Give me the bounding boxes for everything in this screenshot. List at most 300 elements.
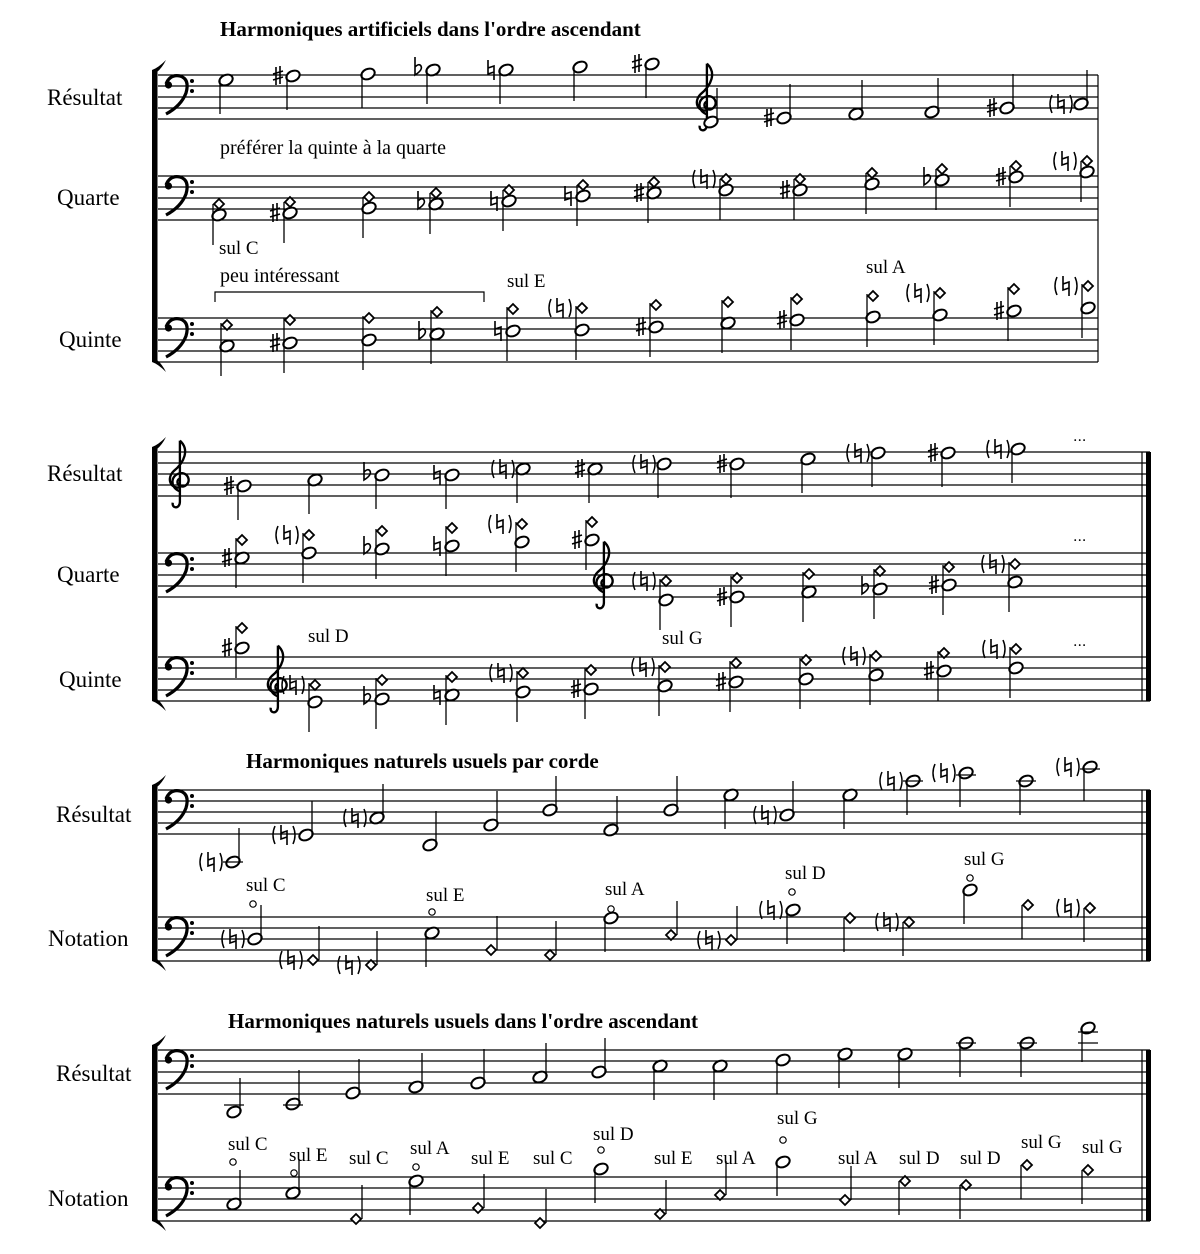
paren xyxy=(847,444,869,462)
notehead-harmonic xyxy=(1009,284,1019,294)
note xyxy=(937,164,947,174)
notehead-harmonic xyxy=(364,192,374,202)
glyph xyxy=(364,536,370,554)
harmonic-circle-icon xyxy=(598,1147,604,1153)
bracketed-natural-icon xyxy=(1057,758,1079,776)
natural-accidental-icon xyxy=(888,771,894,791)
notehead-harmonic xyxy=(1022,1160,1032,1170)
glyph xyxy=(995,439,1001,459)
note xyxy=(660,662,670,672)
note xyxy=(1082,1165,1093,1204)
glyph xyxy=(572,530,582,549)
paren xyxy=(880,772,902,790)
flat-accidental-icon xyxy=(415,57,421,75)
note xyxy=(431,188,441,198)
note xyxy=(364,192,374,202)
note xyxy=(298,801,315,842)
title-natural-harmonics-by-string: Harmoniques naturels usuels par corde xyxy=(246,749,599,773)
staff-label-result: Résultat xyxy=(47,85,123,110)
notehead-harmonic xyxy=(845,913,855,923)
note xyxy=(871,651,881,661)
note xyxy=(545,921,556,960)
paren xyxy=(280,951,302,969)
bracketed-natural-icon xyxy=(200,853,222,871)
notehead-harmonic xyxy=(1023,900,1033,910)
note xyxy=(649,177,659,187)
note xyxy=(897,1047,914,1088)
note xyxy=(425,63,442,104)
sharp-accidental-icon xyxy=(780,180,790,199)
natural-accidental-icon xyxy=(288,950,294,970)
clef-dot xyxy=(190,661,194,665)
note xyxy=(1018,774,1035,815)
notehead-harmonic xyxy=(431,188,441,198)
clef-dot xyxy=(190,671,194,675)
bracketed-natural-icon xyxy=(549,299,571,317)
glyph xyxy=(281,825,287,845)
natural-accidental-icon xyxy=(434,685,440,705)
note xyxy=(447,523,457,533)
note xyxy=(899,1176,910,1215)
bracketed-natural-icon xyxy=(1057,899,1079,917)
flat-accidental-icon xyxy=(364,462,370,480)
bracket-bar xyxy=(152,447,157,701)
note xyxy=(578,180,588,190)
glyph xyxy=(500,459,506,479)
notehead-harmonic xyxy=(508,304,518,314)
glyph xyxy=(777,310,787,329)
treble-clef-icon xyxy=(268,646,287,713)
notehead-harmonic xyxy=(447,672,457,682)
bracketed-natural-icon xyxy=(987,440,1009,458)
natural-accidental-icon xyxy=(281,825,287,845)
bracketed-natural-icon xyxy=(280,951,302,969)
glyph xyxy=(418,191,424,209)
note xyxy=(785,903,802,944)
staff xyxy=(158,790,1150,834)
note xyxy=(1011,644,1021,654)
title-artificial-harmonics: Harmoniques artificiels dans l'ordre ascendant xyxy=(220,17,641,41)
sharp-accidental-icon xyxy=(929,575,939,594)
note xyxy=(962,883,979,924)
note xyxy=(515,462,532,503)
sharp-accidental-icon xyxy=(572,530,582,549)
paren xyxy=(632,658,654,676)
glyph xyxy=(488,60,494,80)
paren xyxy=(1057,899,1079,917)
note xyxy=(572,60,589,101)
flat-accidental-icon xyxy=(862,576,868,594)
notehead-harmonic xyxy=(351,1214,361,1224)
flat-accidental-icon xyxy=(418,191,424,209)
glyph xyxy=(571,679,581,698)
natural-accidental-icon xyxy=(284,525,290,545)
clef-dot xyxy=(190,180,194,184)
thick-bar xyxy=(1146,452,1151,701)
note xyxy=(663,776,680,817)
natural-accidental-icon xyxy=(915,283,921,303)
natural-accidental-icon xyxy=(855,443,861,463)
note xyxy=(236,479,253,520)
note xyxy=(591,1038,608,1079)
string-marking-sul-c: sul C xyxy=(246,875,286,896)
notehead-harmonic xyxy=(214,199,224,209)
notehead-harmonic xyxy=(304,530,314,540)
natural-accidental-icon xyxy=(884,912,890,932)
bracketed-natural-icon xyxy=(693,170,715,188)
glyph xyxy=(575,459,585,478)
paren xyxy=(983,640,1005,658)
notehead-harmonic xyxy=(285,315,295,325)
note xyxy=(844,913,855,952)
paren xyxy=(273,826,295,844)
clef-dot xyxy=(190,332,194,336)
note xyxy=(1083,281,1093,291)
note xyxy=(237,623,247,633)
natural-accidental-icon xyxy=(208,852,214,872)
notehead-harmonic xyxy=(868,291,878,301)
glyph xyxy=(851,646,857,666)
paren xyxy=(276,526,298,544)
notehead-harmonic xyxy=(310,680,320,690)
note xyxy=(408,1053,425,1094)
bracketed-natural-icon xyxy=(880,772,902,790)
string-marking: sul G xyxy=(1021,1132,1062,1153)
note xyxy=(285,315,295,325)
sharp-accidental-icon xyxy=(634,183,644,202)
notehead-harmonic xyxy=(804,569,814,579)
note xyxy=(1073,70,1090,111)
note xyxy=(1011,161,1021,171)
bracket-bar xyxy=(152,1045,157,1221)
glyph xyxy=(364,462,370,480)
note xyxy=(958,1036,975,1077)
note xyxy=(905,774,922,815)
paren xyxy=(200,853,222,871)
string-marking: sul D xyxy=(899,1148,940,1169)
treble-clef-icon xyxy=(594,542,613,609)
note xyxy=(656,457,673,498)
note xyxy=(603,911,620,952)
bracketed-natural-icon xyxy=(698,931,720,949)
glyph xyxy=(1063,276,1069,296)
note xyxy=(285,69,302,110)
glyph xyxy=(1065,898,1071,918)
continuation-ellipsis: ... xyxy=(1073,634,1087,650)
note xyxy=(729,457,746,498)
clef-dot xyxy=(190,921,194,925)
final-barline-icon xyxy=(1142,790,1151,961)
note xyxy=(447,672,457,682)
glyph xyxy=(888,771,894,791)
notehead-harmonic xyxy=(518,668,528,678)
clef-dot xyxy=(190,79,194,83)
natural-accidental-icon xyxy=(1062,151,1068,171)
continuation-ellipsis: ... xyxy=(1073,429,1087,445)
natural-accidental-icon xyxy=(346,955,352,975)
sharp-accidental-icon xyxy=(575,459,585,478)
string-marking: sul C xyxy=(533,1148,573,1169)
clef-dot xyxy=(190,1181,194,1185)
note xyxy=(508,304,518,314)
sharp-accidental-icon xyxy=(716,672,726,691)
clef-dot xyxy=(190,322,194,326)
notehead-harmonic xyxy=(651,300,661,310)
note xyxy=(308,926,319,965)
notehead-harmonic xyxy=(649,177,659,187)
glyph xyxy=(288,950,294,970)
glyph xyxy=(208,852,214,872)
harmonic-circle-icon xyxy=(291,1170,297,1176)
notehead-harmonic xyxy=(364,313,374,323)
clef-dot xyxy=(165,663,172,670)
natural-accidental-icon xyxy=(1065,898,1071,918)
notehead-harmonic xyxy=(840,1195,850,1205)
glyph xyxy=(862,576,868,594)
paren xyxy=(1055,277,1077,295)
paren xyxy=(754,806,776,824)
glyph xyxy=(290,675,296,695)
note xyxy=(723,297,733,307)
glyph xyxy=(565,186,571,206)
glyph xyxy=(929,575,939,594)
glyph xyxy=(640,657,646,677)
glyph xyxy=(1065,757,1071,777)
note xyxy=(661,576,671,586)
bracketed-natural-icon xyxy=(933,764,955,782)
staff xyxy=(158,917,1150,961)
system-bracket-icon xyxy=(152,437,166,711)
continuation-ellipsis: ... xyxy=(1073,529,1087,545)
clef-dot xyxy=(165,1056,172,1063)
glyph xyxy=(762,805,768,825)
paren xyxy=(633,455,655,473)
natural-accidental-icon xyxy=(557,298,563,318)
note xyxy=(360,67,377,108)
annotation-prefer-fifth: préférer la quinte à la quarte xyxy=(220,137,446,159)
string-marking: sul A xyxy=(716,1148,756,1169)
string-marking: sul C xyxy=(349,1148,389,1169)
note xyxy=(422,811,439,852)
staff-label-result: Résultat xyxy=(56,1061,132,1086)
notehead-harmonic xyxy=(937,164,947,174)
note xyxy=(226,1078,243,1119)
note xyxy=(1010,559,1020,569)
paren xyxy=(698,931,720,949)
glyph xyxy=(716,672,726,691)
system-bracket-icon xyxy=(152,60,166,372)
bracketed-natural-icon xyxy=(1054,152,1076,170)
clef-dot xyxy=(190,89,194,93)
note xyxy=(374,468,391,509)
natural-accidental-icon xyxy=(565,186,571,206)
notehead-harmonic xyxy=(447,523,457,533)
thick-bar xyxy=(1146,790,1151,961)
note xyxy=(779,781,796,822)
note xyxy=(651,300,661,310)
note xyxy=(535,1189,546,1228)
harmonic-circle-icon xyxy=(429,909,435,915)
clef-dot xyxy=(165,796,172,803)
natural-accidental-icon xyxy=(941,763,947,783)
bracketed-natural-icon xyxy=(273,826,295,844)
notehead-harmonic xyxy=(661,576,671,586)
glyph xyxy=(991,639,997,659)
glyph xyxy=(222,638,232,657)
staff-label-notation: Notation xyxy=(48,926,129,951)
paren xyxy=(1054,152,1076,170)
glyph xyxy=(415,57,421,75)
clef-dot xyxy=(165,923,172,930)
glyph xyxy=(346,955,352,975)
clef-dot xyxy=(190,190,194,194)
staff-label-notation: Notation xyxy=(48,1186,129,1211)
clef-dot xyxy=(165,81,172,88)
note xyxy=(868,291,878,301)
glyph xyxy=(632,54,642,73)
clef-dot xyxy=(165,324,172,331)
note xyxy=(586,665,596,675)
natural-accidental-icon xyxy=(706,930,712,950)
final-barline-icon xyxy=(1142,1050,1151,1221)
glyph xyxy=(941,763,947,783)
glyph xyxy=(994,301,1004,320)
note xyxy=(307,473,324,514)
thick-bar xyxy=(1146,1050,1151,1221)
note xyxy=(1082,156,1092,166)
glyph xyxy=(497,514,503,534)
note xyxy=(532,1043,549,1084)
notehead-harmonic xyxy=(1010,559,1020,569)
notehead-harmonic xyxy=(871,651,881,661)
clef-dot xyxy=(190,1064,194,1068)
glyph xyxy=(706,930,712,950)
note xyxy=(444,468,461,509)
note xyxy=(486,916,497,955)
clef-body xyxy=(170,441,189,508)
note xyxy=(999,74,1016,115)
harmonic-circle-icon xyxy=(250,901,256,907)
note xyxy=(837,1047,854,1088)
glyph xyxy=(284,525,290,545)
paren xyxy=(489,515,511,533)
bracketed-natural-icon xyxy=(1050,95,1072,113)
annotation-not-interesting: peu intéressant xyxy=(220,265,340,287)
notehead-harmonic xyxy=(237,623,247,633)
note xyxy=(247,905,264,946)
notehead-harmonic xyxy=(1011,161,1021,171)
glyph xyxy=(641,571,647,591)
string-marking: sul E xyxy=(471,1148,510,1169)
natural-accidental-icon xyxy=(762,805,768,825)
glyph xyxy=(855,443,861,463)
string-marking-sul-a: sul A xyxy=(866,257,906,278)
notehead-harmonic xyxy=(237,535,247,545)
notehead-harmonic xyxy=(1085,903,1095,913)
clef-dot xyxy=(190,794,194,798)
glyph xyxy=(434,685,440,705)
system-bracket-icon xyxy=(152,775,166,971)
note xyxy=(432,307,442,317)
note xyxy=(644,57,661,98)
note xyxy=(840,1166,851,1205)
staff xyxy=(158,1177,1150,1221)
annotation-bracket xyxy=(215,292,484,302)
staff-label-result: Résultat xyxy=(47,461,123,486)
paren xyxy=(933,764,955,782)
notehead-harmonic xyxy=(473,1203,483,1213)
glyph xyxy=(924,661,934,680)
note xyxy=(776,84,793,125)
natural-accidental-icon xyxy=(640,657,646,677)
staff-label-result: Résultat xyxy=(56,802,132,827)
sharp-accidental-icon xyxy=(571,679,581,698)
note xyxy=(1022,900,1033,939)
glyph xyxy=(434,465,440,485)
note xyxy=(1080,1021,1097,1062)
note xyxy=(214,199,224,209)
notehead-harmonic xyxy=(535,1218,545,1228)
notehead-harmonic xyxy=(731,658,741,668)
bracket-bar xyxy=(152,70,157,362)
glyph xyxy=(915,283,921,303)
bracket-hook xyxy=(152,60,166,72)
notehead-harmonic xyxy=(432,307,442,317)
bracket-hook xyxy=(152,775,166,787)
sharp-accidental-icon xyxy=(222,638,232,657)
note xyxy=(1021,1160,1032,1199)
note xyxy=(377,675,387,685)
string-marking-sul-d: sul D xyxy=(785,863,826,884)
notehead-harmonic xyxy=(377,675,387,685)
note xyxy=(577,303,587,313)
bracket-bar xyxy=(152,785,157,961)
sharp-accidental-icon xyxy=(924,661,934,680)
glyph xyxy=(701,169,707,189)
notehead-harmonic xyxy=(545,950,555,960)
paren xyxy=(907,284,929,302)
notehead-harmonic xyxy=(660,662,670,672)
sharp-accidental-icon xyxy=(994,301,1004,320)
glyph xyxy=(419,321,425,339)
paren xyxy=(338,956,360,974)
note xyxy=(304,530,314,540)
note xyxy=(1009,284,1019,294)
string-marking-sul-e: sul E xyxy=(426,885,465,906)
note xyxy=(603,796,620,837)
string-marking-sul-e: sul E xyxy=(507,271,546,292)
bracketed-natural-icon xyxy=(983,640,1005,658)
notehead-harmonic xyxy=(1011,644,1021,654)
natural-accidental-icon xyxy=(1065,757,1071,777)
harmonic-circle-icon xyxy=(230,1159,236,1165)
natural-accidental-icon xyxy=(434,465,440,485)
string-marking: sul D xyxy=(593,1124,634,1145)
string-marking: sul G xyxy=(777,1108,818,1129)
note xyxy=(473,1174,484,1213)
harmonic-circle-icon xyxy=(780,1137,786,1143)
staff-label-fifth: Quinte xyxy=(59,327,122,352)
clef-body xyxy=(268,646,287,713)
clef-dot xyxy=(190,804,194,808)
note xyxy=(593,1162,610,1203)
notehead-harmonic xyxy=(792,294,802,304)
string-marking: sul A xyxy=(410,1138,450,1159)
glyph xyxy=(352,808,358,828)
natural-accidental-icon xyxy=(498,663,504,683)
paren xyxy=(549,299,571,317)
notehead-harmonic xyxy=(935,288,945,298)
